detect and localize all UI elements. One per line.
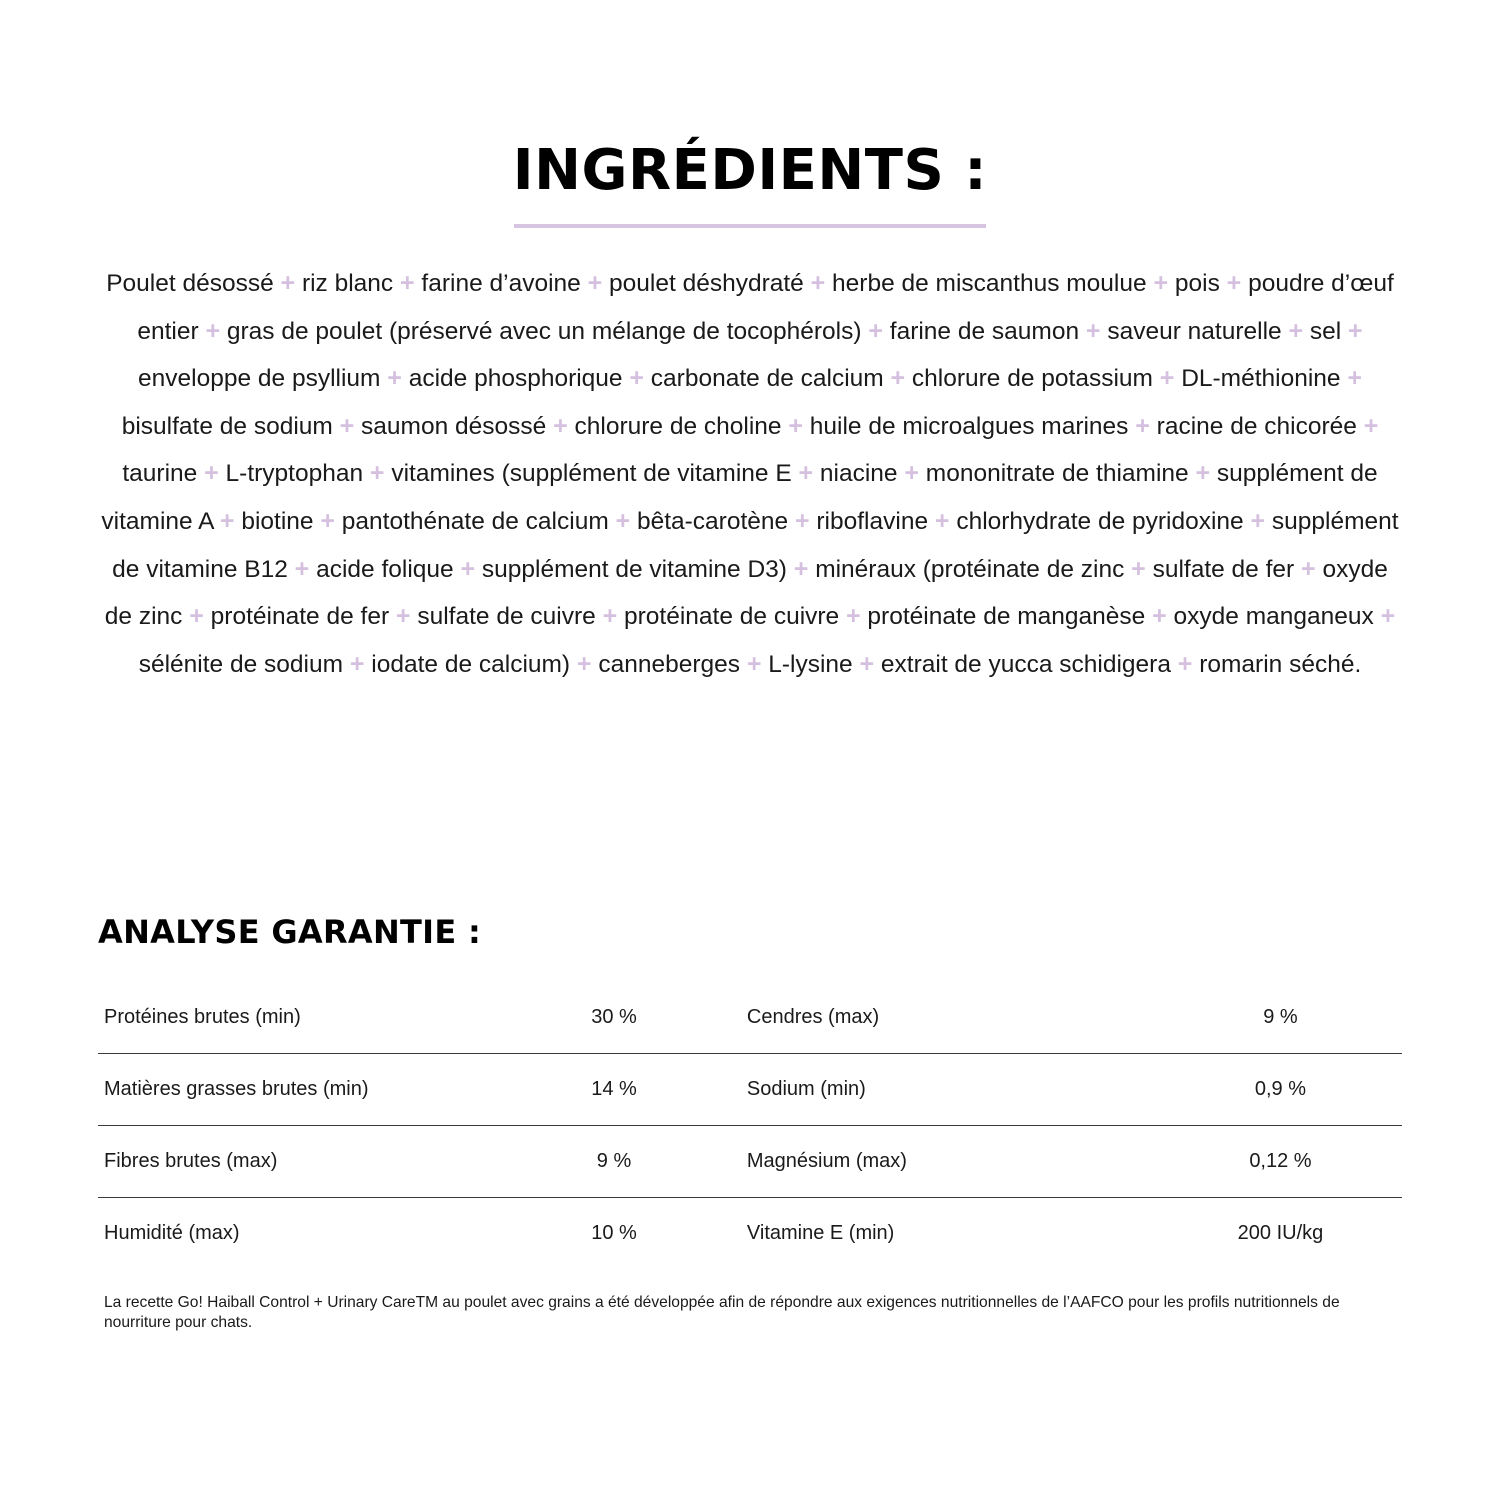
- ingredient-item: chlorure de choline: [574, 412, 782, 440]
- ingredient-item: taurine: [122, 460, 198, 488]
- plus-separator-icon: +: [369, 459, 385, 488]
- plus-separator-icon: +: [576, 649, 592, 678]
- ingredient-item: sélénite de sodium: [138, 650, 344, 678]
- ingredient-item: poudre d’œuf entier: [137, 270, 1394, 345]
- ingredient-item: acide folique: [316, 555, 454, 583]
- ingredient-item: supplément de vitamine B12: [112, 507, 1399, 583]
- nutrient-value: 0,12 %: [1159, 1126, 1402, 1198]
- ingredient-item: romarin séché.: [1199, 650, 1362, 678]
- ingredient-item: Poulet désossé: [106, 270, 274, 297]
- ingredient-item: saveur naturelle: [1107, 317, 1282, 345]
- ingredient-item: DL-méthionine: [1181, 365, 1341, 393]
- plus-separator-icon: +: [846, 602, 861, 631]
- nutrient-name: Vitamine E (min): [746, 1222, 895, 1244]
- plus-separator-icon: +: [859, 649, 875, 678]
- plus-separator-icon: +: [204, 459, 219, 488]
- ingredient-item: chlorhydrate de pyridoxine: [956, 507, 1244, 535]
- plus-separator-icon: +: [1288, 316, 1304, 345]
- plus-separator-icon: +: [868, 316, 883, 345]
- ingredient-item: minéraux (protéinate de zinc: [815, 555, 1125, 583]
- plus-separator-icon: +: [349, 649, 365, 678]
- plus-separator-icon: +: [629, 364, 644, 393]
- nutrient-name: Humidité (max): [104, 1222, 240, 1244]
- plus-separator-icon: +: [1177, 649, 1193, 678]
- ingredient-item: oxyde de zinc: [104, 555, 1388, 631]
- ingredient-item: sulfate de fer: [1152, 555, 1295, 583]
- ingredient-item: racine de chicorée: [1156, 412, 1357, 440]
- ingredient-item: protéinate de manganèse: [867, 603, 1146, 631]
- nutrient-name: Magnésium (max): [747, 1126, 1159, 1198]
- plus-separator-icon: +: [904, 459, 919, 488]
- plus-separator-icon: +: [1226, 269, 1242, 297]
- ingredients-title: INGRÉDIENTS :: [512, 138, 988, 203]
- nutrient-name: Sodium (min): [747, 1054, 1159, 1126]
- plus-separator-icon: +: [788, 411, 803, 440]
- plus-separator-icon: +: [1153, 269, 1169, 297]
- ingredient-item: canneberges: [598, 650, 740, 678]
- ingredient-item: riz blanc: [301, 270, 394, 297]
- plus-separator-icon: +: [219, 506, 235, 535]
- plus-separator-icon: +: [1348, 316, 1363, 345]
- ingredient-item: acide phosphorique: [408, 365, 623, 393]
- ingredient-item: bisulfate de sodium: [121, 412, 333, 440]
- plus-separator-icon: +: [1152, 602, 1167, 631]
- plus-separator-icon: +: [1301, 554, 1316, 583]
- plus-separator-icon: +: [320, 506, 335, 535]
- nutrient-value: 14 %: [557, 1054, 670, 1126]
- plus-separator-icon: +: [798, 459, 814, 488]
- plus-separator-icon: +: [1195, 459, 1211, 488]
- plus-separator-icon: +: [746, 649, 762, 678]
- table-row: [98, 982, 1402, 1054]
- ingredient-item: oxyde manganeux: [1173, 603, 1374, 631]
- plus-separator-icon: +: [810, 269, 826, 297]
- ingredient-item: poulet déshydraté: [609, 270, 804, 297]
- plus-separator-icon: +: [189, 602, 204, 631]
- nutrient-name: Cendres (max): [747, 982, 1159, 1054]
- plus-separator-icon: +: [205, 316, 221, 345]
- table-row: [98, 1054, 1402, 1126]
- plus-separator-icon: +: [1250, 506, 1266, 535]
- plus-separator-icon: +: [1131, 554, 1146, 583]
- plus-separator-icon: +: [934, 506, 950, 535]
- plus-separator-icon: +: [460, 554, 476, 583]
- plus-separator-icon: +: [793, 554, 809, 583]
- ingredient-item: sel: [1309, 317, 1342, 345]
- plus-separator-icon: +: [400, 269, 415, 297]
- ingredient-item: mononitrate de thiamine: [925, 460, 1189, 488]
- plus-separator-icon: +: [294, 554, 310, 583]
- ingredient-item: saumon désossé: [361, 412, 547, 440]
- ingredient-item: supplément de vitamine D3): [481, 555, 787, 583]
- ingredients-list: [96, 260, 1404, 688]
- ingredient-item: L-tryptophan: [225, 460, 364, 488]
- table-row: [98, 1198, 1402, 1270]
- nutrient-name: Protéines brutes (min): [98, 982, 557, 1054]
- ingredient-item: carbonate de calcium: [650, 365, 884, 393]
- plus-separator-icon: +: [794, 506, 810, 535]
- plus-separator-icon: +: [395, 602, 411, 631]
- ingredient-item: sulfate de cuivre: [417, 603, 596, 631]
- ingredient-item: bêta-carotène: [636, 507, 789, 535]
- ingredient-item: biotine: [241, 507, 314, 535]
- ingredient-item: riboflavine: [816, 507, 929, 535]
- plus-separator-icon: +: [1135, 411, 1150, 440]
- ingredient-item: L-lysine: [768, 650, 853, 678]
- ingredient-item: farine d’avoine: [421, 270, 581, 297]
- plus-separator-icon: +: [280, 269, 296, 297]
- nutrient-value: 0,9 %: [1159, 1054, 1402, 1126]
- ingredient-item: protéinate de cuivre: [623, 603, 840, 631]
- ingredient-item: supplément de vitamine A: [101, 460, 1378, 535]
- ingredient-item: pantothénate de calcium: [341, 507, 609, 535]
- plus-separator-icon: +: [339, 411, 355, 440]
- ingredient-item: enveloppe de psyllium: [138, 365, 381, 393]
- guaranteed-analysis-table: [98, 982, 1402, 1269]
- plus-separator-icon: +: [387, 364, 402, 393]
- ingredient-item: gras de poulet (préservé avec un mélange de tocophérols): [226, 317, 862, 345]
- plus-separator-icon: +: [1347, 364, 1362, 393]
- ingredient-item: protéinate de fer: [210, 603, 390, 631]
- nutrient-name: Fibres brutes (max): [98, 1126, 557, 1198]
- plus-separator-icon: +: [1363, 411, 1379, 440]
- plus-separator-icon: +: [587, 269, 603, 297]
- plus-separator-icon: +: [615, 506, 631, 535]
- plus-separator-icon: +: [1159, 364, 1175, 393]
- aafco-footnote: La recette Go! Haiball Control + Urinary CareTM au poulet avec grains a été développée afin de répondre aux exigences nutritionnelles de l’AAFCO pour les profils nutritionnels de nourriture pour chats.: [104, 1294, 1340, 1331]
- title-underline: [514, 224, 986, 228]
- nutrient-value: 200 IU/kg: [1237, 1222, 1324, 1244]
- nutrient-value: 30 %: [557, 982, 670, 1054]
- plus-separator-icon: +: [602, 602, 618, 631]
- ingredient-item: extrait de yucca schidigera: [880, 650, 1171, 678]
- plus-separator-icon: +: [1380, 602, 1396, 631]
- ingredient-item: iodate de calcium): [371, 650, 571, 678]
- ingredient-item: huile de microalgues marines: [809, 412, 1129, 440]
- ingredient-item: farine de saumon: [889, 317, 1080, 345]
- analysis-title: ANALYSE GARANTIE :: [98, 913, 482, 951]
- nutrient-value: 9 %: [1159, 982, 1402, 1054]
- ingredient-item: niacine: [819, 460, 898, 488]
- ingredient-item: vitamines (supplément de vitamine E: [391, 460, 792, 488]
- ingredient-item: pois: [1174, 270, 1220, 297]
- plus-separator-icon: +: [1085, 316, 1101, 345]
- plus-separator-icon: +: [890, 364, 906, 393]
- nutrient-value: 10 %: [591, 1222, 637, 1244]
- nutrient-name: Matières grasses brutes (min): [98, 1054, 557, 1126]
- ingredient-item: chlorure de potassium: [911, 365, 1153, 393]
- plus-separator-icon: +: [553, 411, 568, 440]
- nutrient-value: 9 %: [557, 1126, 670, 1198]
- ingredient-item: herbe de miscanthus moulue: [832, 270, 1147, 297]
- table-row: [98, 1126, 1402, 1198]
